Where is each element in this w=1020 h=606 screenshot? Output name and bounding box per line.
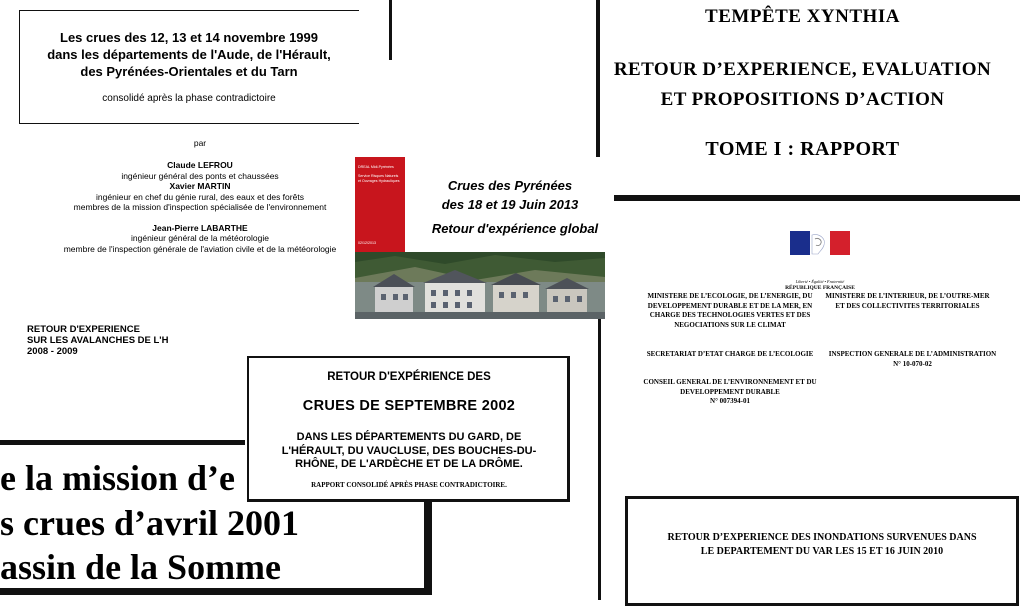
dreal-band-line2: Service Risques Naturels <box>358 174 399 178</box>
conseil-line2: DEVELOPPEMENT DURABLE <box>680 387 780 396</box>
crues-1999-subtitle: consolidé après la phase contradictoire <box>102 93 276 104</box>
crues-1999-title-line2: dans les départements de l'Aude, de l'Hérault, <box>47 47 331 62</box>
inspection-label: INSPECTION GENERALE DE L’ADMINISTRATION <box>828 350 997 358</box>
inspection-administration <box>825 350 1000 369</box>
inspection-number: N° 10-070-02 <box>893 359 932 368</box>
author-list <box>0 160 400 254</box>
page-divider-line <box>596 0 600 160</box>
ministry-ecologie: MINISTERE DE L’ECOLOGIE, DE L’ENERGIE, DU DEVELOPPEMENT DURABLE ET DE LA MER, EN CHARGE DES TECHNOLOGIES VERTES ET DES NEGOCIATIONS SUR LE CLIMAT <box>647 292 813 329</box>
conseil-number: N° 007394-01 <box>710 397 750 405</box>
par-label: par <box>193 138 207 148</box>
xynthia-subtitle <box>600 55 1005 115</box>
avalanches-line3: 2008 - 2009 <box>27 346 78 357</box>
author2-role1: ingénieur en chef du génie rural, des eaux et des forêts <box>96 191 304 202</box>
pyrenees-title <box>415 176 605 214</box>
pyrenees-2013-report-cover <box>355 157 605 319</box>
dreal-band-line1: DREAL Midi-Pyrénées <box>358 165 394 169</box>
author3-role2: membre de l'inspection générale de l'aviation civile et de la météorologie <box>63 243 337 254</box>
secretariat-ecologie: SECRETARIAT D’ETAT CHARGE DE L’ECOLOGIE <box>646 350 814 358</box>
page-divider-line <box>598 318 601 600</box>
sep2002-line5: RHÔNE, DE L'ARDÈCHE ET DE LA DRÔME. <box>295 458 523 470</box>
author1-role: ingénieur général des ponts et chaussées <box>121 170 279 181</box>
crues-1999-title-line3: des Pyrénées-Orientales et du Tarn <box>80 64 298 79</box>
author1-name: Claude LEFROU <box>167 160 233 170</box>
avalanches-line2: SUR LES AVALANCHES DE L'H <box>27 335 169 346</box>
author2-name: Xavier MARTIN <box>169 181 231 191</box>
pyrenees-title-line1: Crues des Pyrénées <box>447 178 573 193</box>
sep2002-line1: RETOUR D'EXPÉRIENCE DES <box>327 371 491 383</box>
author3-name: Jean-Pierre LABARTHE <box>152 222 248 233</box>
dreal-band-date: 02/12/2013 <box>358 241 376 245</box>
marianne-logo <box>790 231 852 277</box>
somme-2001-report-cover <box>0 440 435 600</box>
xynthia-report-cover <box>600 0 1020 600</box>
var-report-box <box>625 496 1019 606</box>
var-report-title <box>628 531 1016 559</box>
logo-republique: RÉPUBLIQUE FRANÇAISE <box>785 285 855 291</box>
var-report-line2: LE DEPARTEMENT DU VAR LES 15 ET 16 JUIN 2010 <box>700 546 944 557</box>
somme-line3: assin de la Somme <box>0 547 282 587</box>
dreal-band-text <box>358 165 400 184</box>
ministry-interieur: MINISTERE DE L’INTERIEUR, DE L’OUTRE-MER ET DES COLLECTIVITES TERRITORIALES <box>825 292 990 310</box>
sep2002-line3: DANS LES DÉPARTEMENTS DU GARD, DE <box>296 431 522 443</box>
sep2002-title: CRUES DE SEPTEMBRE 2002 <box>302 398 516 414</box>
author2-role2: membres de la mission d'inspection spécialisée de l'environnement <box>73 202 327 212</box>
xynthia-tome: TOME I : RAPPORT <box>705 138 900 160</box>
avalanches-line1: RETOUR D'EXPERIENCE <box>27 324 140 335</box>
avalanches-report-title <box>27 324 168 357</box>
xynthia-divider <box>614 195 1020 201</box>
conseil-line1: CONSEIL GENERAL DE L’ENVIRONNEMENT ET DU <box>643 378 817 386</box>
sep2002-footer: RAPPORT CONSOLIDÉ APRÈS PHASE CONTRADICTOIRE. <box>311 481 507 489</box>
somme-line2: s crues d’avril 2001 <box>0 503 299 543</box>
xynthia-subtitle-line2: ET PROPOSITIONS D’ACTION <box>660 89 945 110</box>
village-photo <box>355 252 605 319</box>
xynthia-title: TEMPÊTE XYNTHIA <box>705 6 900 27</box>
somme-line1: e la mission d’e <box>0 458 236 498</box>
crues-1999-title <box>19 29 359 80</box>
var-report-line1: RETOUR D’EXPERIENCE DES INONDATIONS SURVENUES DANS <box>667 532 977 543</box>
dreal-band-line3: et Ouvrages Hydrauliques <box>358 179 400 183</box>
author3-role1: ingénieur général de la météorologie <box>131 233 269 243</box>
crues-1999-title-line1: Les crues des 12, 13 et 14 novembre 1999 <box>60 30 318 45</box>
sep2002-line4: L'HÉRAULT, DU VAUCLUSE, DES BOUCHES-DU- <box>281 444 537 457</box>
xynthia-subtitle-line1: RETOUR D’EXPERIENCE, EVALUATION <box>613 59 992 80</box>
pyrenees-subtitle: Retour d'expérience global <box>431 221 599 236</box>
logo-motto: Liberté • Égalité • Fraternité <box>795 279 845 284</box>
conseil-general <box>630 378 830 407</box>
pyrenees-title-line2: des 18 et 19 Juin 2013 <box>441 197 579 212</box>
